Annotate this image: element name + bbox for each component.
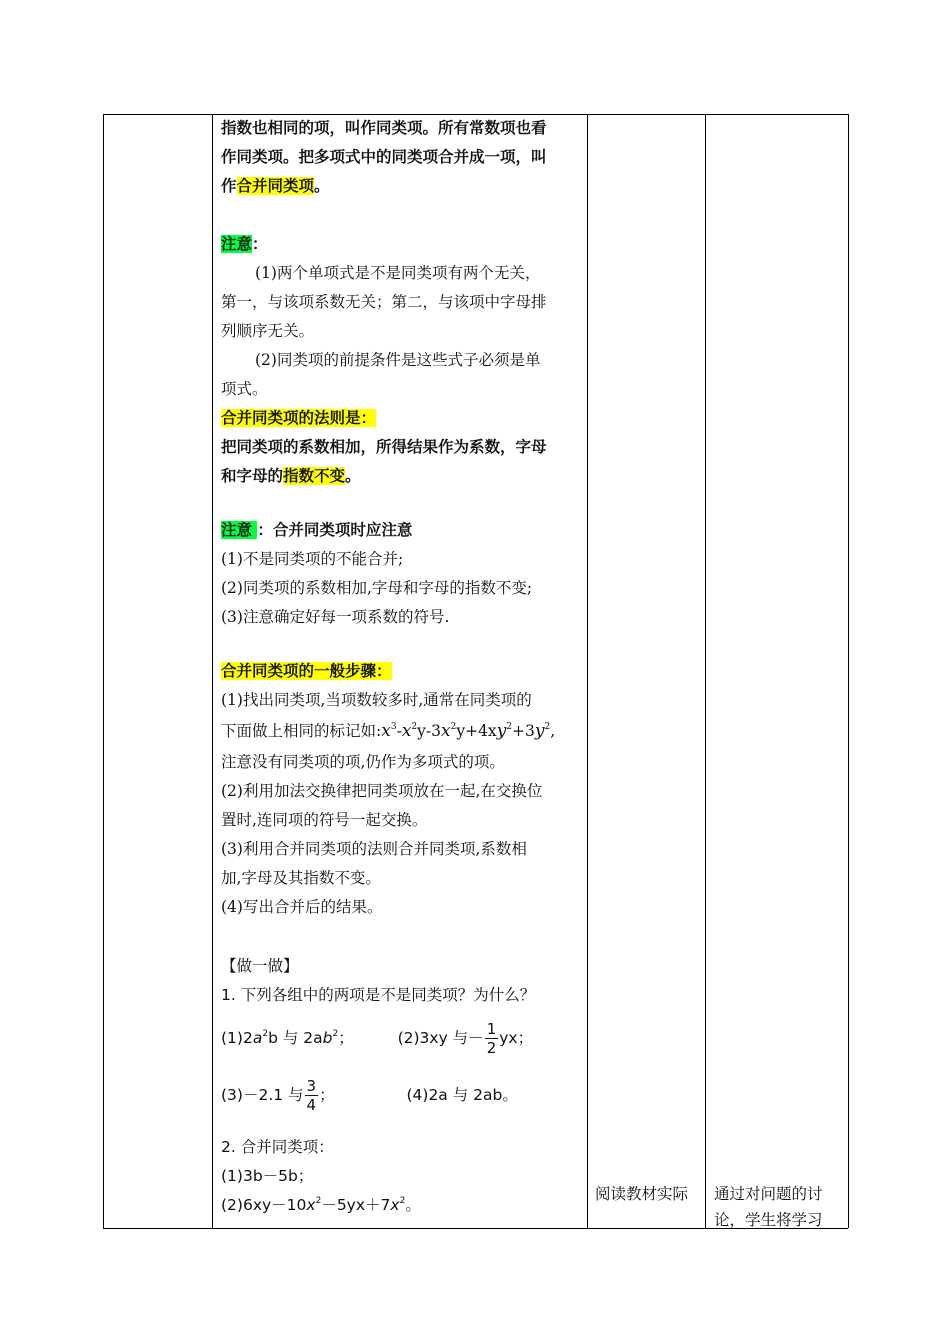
intro-line-3: 作合并同类项。	[221, 177, 330, 195]
steps-title: 合并同类项的一般步骤：	[221, 662, 392, 680]
intro-line-2: 作同类项。把多项式中的同类项合并成一项，叫	[221, 148, 547, 166]
note1-item1-line3: 列顺序无关。	[221, 322, 315, 340]
q1-item-2: (2)3xy 与－ $\frac{1}{2}$ yx；	[397, 1020, 534, 1057]
practice-q2-item-2: $(2)6xy-10x^2-5yx+7x^2$。	[221, 1196, 421, 1214]
fraction-one-half: $\frac{1}{2}$	[486, 1020, 497, 1057]
rule-title: 合并同类项的法则是：	[221, 409, 377, 427]
practice-question-2: 2. 合并同类项：	[221, 1138, 334, 1156]
step3-line1: (3)利用合并同类项的法则合并同类项,系数相	[221, 840, 527, 858]
intro-line-1: 指数也相同的项，叫作同类项。所有常数项也看	[221, 119, 547, 137]
note2-item-2: (2)同类项的系数相加,字母和字母的指数不变;	[221, 579, 533, 597]
table-right-border	[848, 114, 849, 1228]
step1-line3: 注意没有同类项的项,仍作为多项式的项。	[221, 753, 505, 771]
polynomial-example: $x^3-x^2y-3x^2y+4xy^2+3y^2$,	[381, 721, 556, 741]
step1-line1: (1)找出同类项,当项数较多时,通常在同类项的	[221, 691, 532, 709]
q1-item-3: (3)－2.1 与 $\frac{3}{4}$ ；	[221, 1077, 335, 1114]
table-left-border	[103, 114, 104, 1228]
practice-q2-item-1: (1)3b－5b；	[221, 1167, 314, 1185]
teacher-activity-text: 阅读教材实际	[595, 1185, 689, 1203]
design-intent-line-1: 通过对问题的讨	[714, 1185, 823, 1203]
note2-item-3: (3)注意确定好每一项系数的符号.	[221, 608, 450, 626]
merge-terms-highlight: 合并同类项	[236, 177, 315, 195]
q1-item-1: $(1)2a^2b$ 与 $2ab^2$；	[221, 1029, 354, 1047]
column-divider-3	[705, 114, 706, 1228]
note1-item2-line1: (2)同类项的前提条件是这些式子必须是单	[255, 351, 541, 369]
practice-q1-row1	[221, 1020, 533, 1057]
step2-line2: 置时,连同项的符号一起交换。	[221, 811, 428, 829]
note1-title: 注意	[221, 235, 253, 253]
note1-item1-line1: (1)两个单项式是不是同类项有两个无关，	[255, 264, 541, 282]
steps-heading	[221, 657, 392, 686]
note1-heading: 注意：	[221, 235, 268, 253]
q1-item-4: (4)2a 与 2ab。	[406, 1086, 518, 1104]
note1-item1-line2: 第一，与该项系数无关；第二，与该项中字母排	[221, 293, 547, 311]
design-intent-line-2: 论，学生将学习	[714, 1211, 823, 1229]
note2-heading: 注意 ：合并同类项时应注意	[221, 521, 413, 539]
rule-line-2: 和字母的指数不变。	[221, 467, 361, 485]
step1-line2: 下面做上相同的标记如$:x^3-x^2y-3x^2y+4xy^2+3y^2$,	[221, 721, 556, 741]
rule-line-1: 把同类项的系数相加，所得结果作为系数，字母	[221, 438, 547, 456]
step3-line2: 加,字母及其指数不变。	[221, 869, 381, 887]
fraction-three-quarters: $\frac{3}{4}$	[306, 1077, 317, 1114]
note1-item2-line2: 项式。	[221, 380, 268, 398]
practice-q1-row2	[221, 1077, 518, 1114]
note2-title: 注意	[221, 521, 257, 539]
practice-question-1: 1. 下列各组中的两项是不是同类项？为什么？	[221, 986, 536, 1004]
exponent-unchanged-highlight: 指数不变	[283, 467, 346, 485]
column-divider-2	[587, 114, 588, 1228]
rule-heading	[221, 404, 376, 433]
step4-line: (4)写出合并后的结果。	[221, 898, 383, 916]
practice-title: 【做一做】	[221, 957, 299, 975]
column-divider-1	[212, 114, 213, 1228]
step2-line1: (2)利用加法交换律把同类项放在一起,在交换位	[221, 782, 543, 800]
note2-item-1: (1)不是同类项的不能合并;	[221, 550, 404, 568]
